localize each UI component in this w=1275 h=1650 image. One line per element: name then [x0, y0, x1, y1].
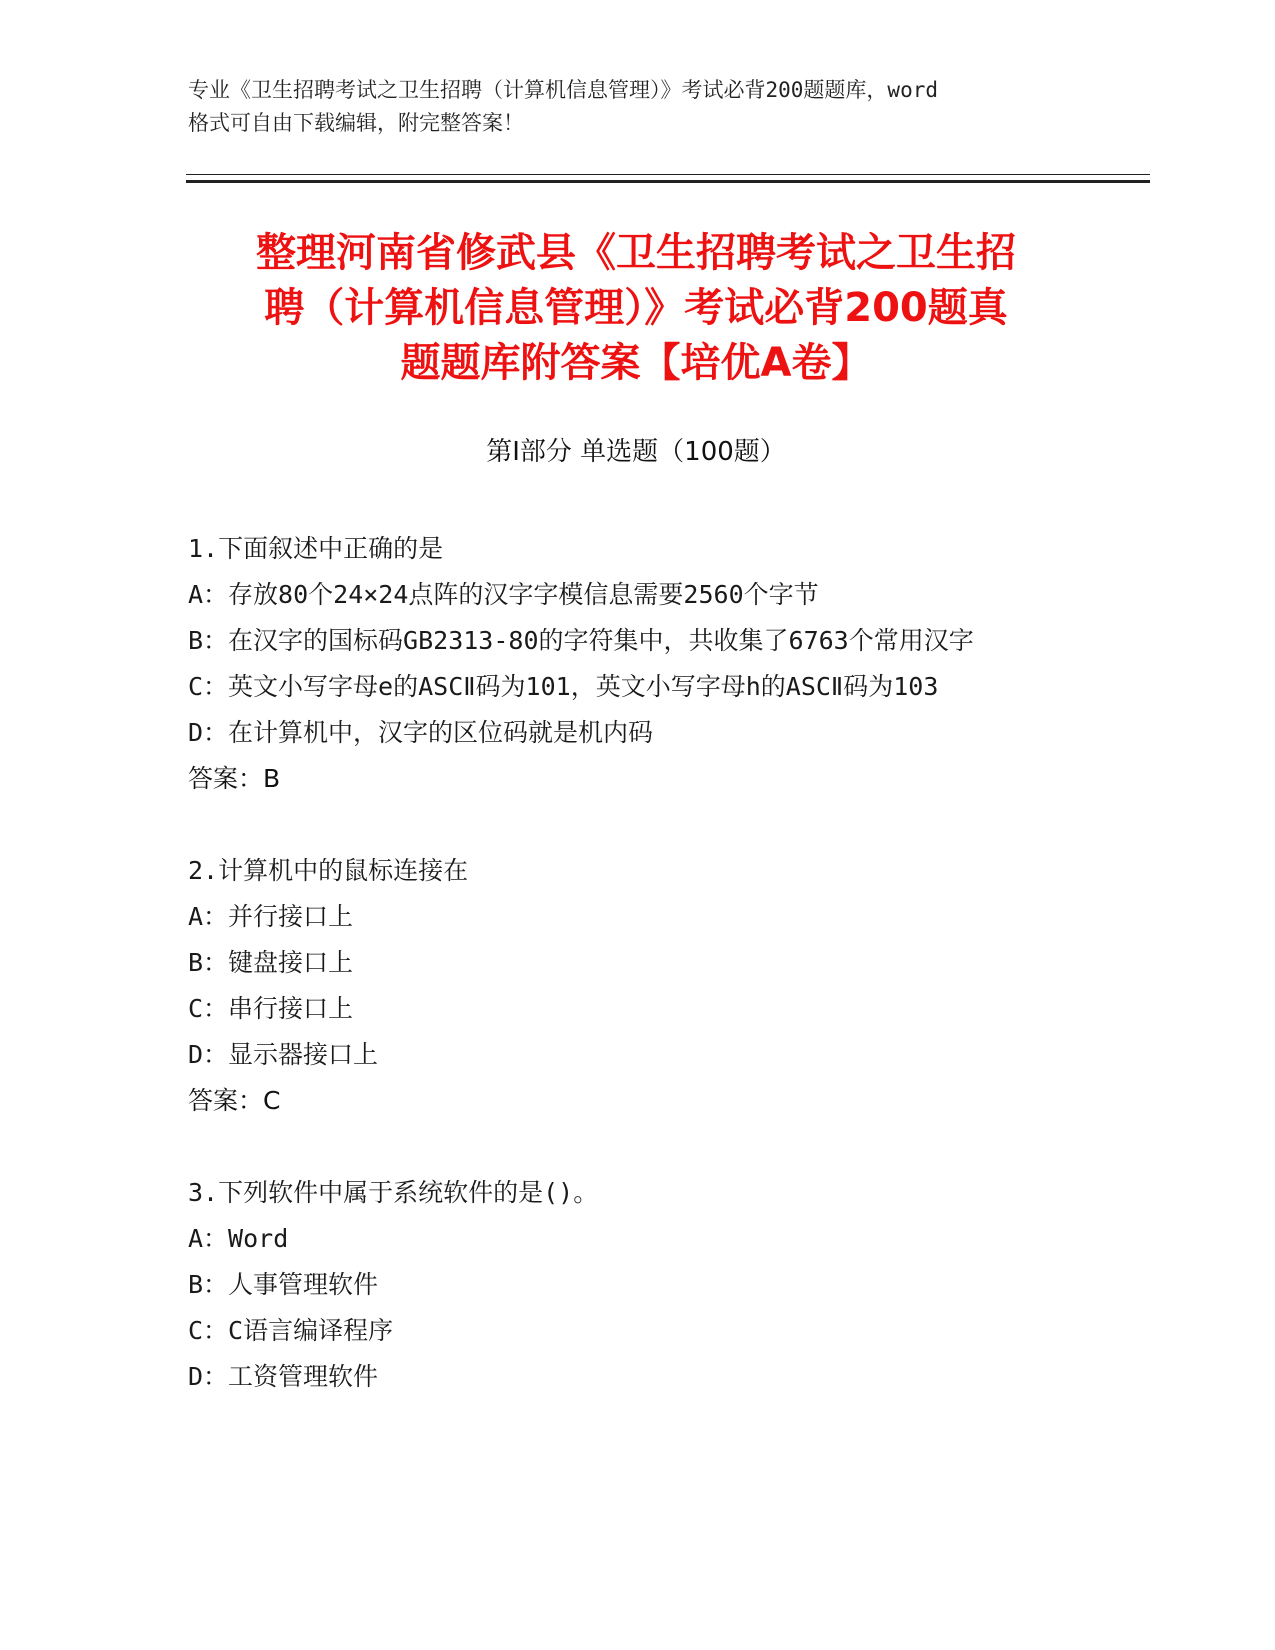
header-note — [188, 74, 1088, 140]
question-answer: 答案：C — [188, 1086, 281, 1115]
document-title-line: 整理河南省修武县《卫生招聘考试之卫生招 — [256, 230, 1016, 276]
section-title: 第Ⅰ部分 单选题（100题） — [486, 437, 786, 467]
document-title — [186, 226, 1086, 391]
document-title-line: 聘（计算机信息管理）》考试必背200题真 — [264, 285, 1008, 331]
question-answer: 答案：B — [188, 764, 281, 793]
question-stem: 1.下面叙述中正确的是 — [188, 534, 444, 563]
question-item — [188, 526, 1068, 802]
question-option: D：工资管理软件 — [188, 1362, 379, 1391]
question-option: A：存放80个24×24点阵的汉字字模信息需要2560个字节 — [188, 580, 819, 609]
question-item — [188, 848, 1068, 1124]
question-item — [188, 1170, 1068, 1400]
question-option: A：并行接口上 — [188, 902, 354, 931]
header-note-line: 格式可自由下载编辑，附完整答案！ — [188, 111, 524, 135]
question-stem: 3.下列软件中属于系统软件的是()。 — [188, 1178, 599, 1207]
header-note-line: 专业《卫生招聘考试之卫生招聘（计算机信息管理）》考试必背200题题库，word — [188, 78, 938, 102]
question-option: C：串行接口上 — [188, 994, 354, 1023]
question-option: D：显示器接口上 — [188, 1040, 379, 1069]
question-option: B：人事管理软件 — [188, 1270, 379, 1299]
question-stem: 2.计算机中的鼠标连接在 — [188, 856, 469, 885]
question-option: B：在汉字的国标码GB2313-80的字符集中，共收集了6763个常用汉字 — [188, 626, 974, 655]
question-option: D：在计算机中，汉字的区位码就是机内码 — [188, 718, 654, 747]
question-list — [188, 526, 1068, 1446]
question-option: C：C语言编译程序 — [188, 1316, 394, 1345]
question-option: C：英文小写字母e的ASCⅡ码为101，英文小写字母h的ASCⅡ码为103 — [188, 672, 939, 701]
document-title-line: 题题库附答案【培优A卷】 — [400, 340, 872, 386]
header-divider-thin — [186, 174, 1150, 175]
header-divider-thick — [186, 180, 1150, 183]
question-option: A：Word — [188, 1224, 289, 1253]
question-option: B：键盘接口上 — [188, 948, 354, 977]
